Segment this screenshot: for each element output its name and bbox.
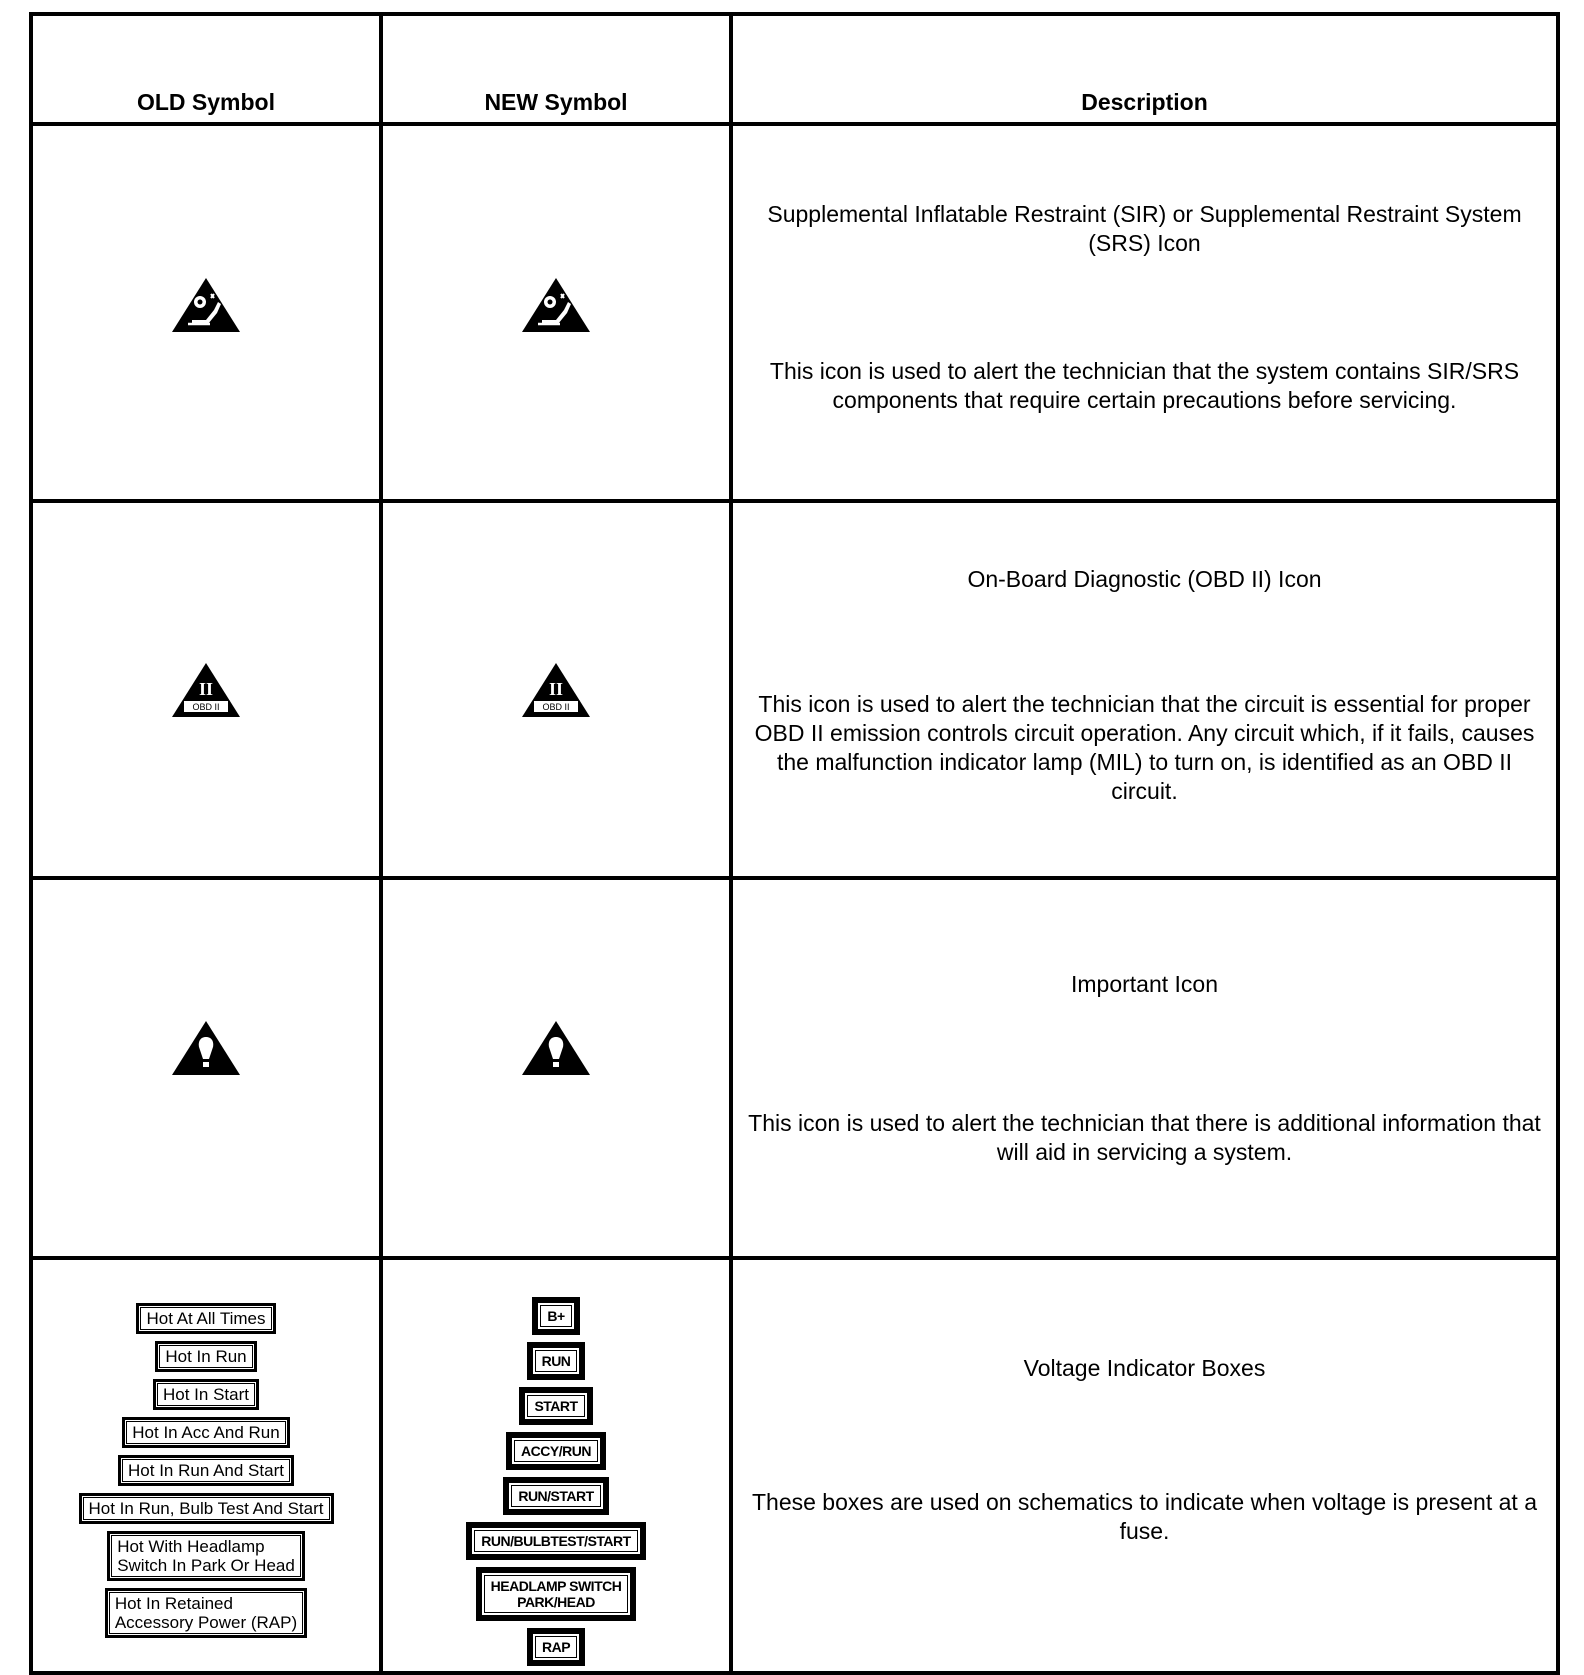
old-symbol-cell: [31, 501, 381, 878]
important-description: This icon is used to alert the technician that there is additional information that will aid in servicing a system.: [748, 1110, 1541, 1165]
obd-ii-icon: [520, 661, 592, 719]
new-voltage-box: HEADLAMP SWITCH PARK/HEAD: [476, 1567, 637, 1621]
sir-description: This icon is used to alert the technician that the system contains SIR/SRS components that require certain precautions before servicing.: [769, 358, 1520, 413]
obd-icon-numeral: II: [548, 678, 564, 699]
obd-icon-label: OBD II: [192, 701, 220, 712]
old-voltage-box: Hot At All Times: [136, 1303, 275, 1334]
old-voltage-box-list: [33, 1260, 379, 1642]
table-row-voltage: [31, 1258, 1558, 1673]
old-voltage-box: Hot In Acc And Run: [122, 1417, 289, 1448]
new-symbol-cell: [381, 124, 731, 501]
new-voltage-box: B+: [532, 1297, 579, 1335]
old-voltage-box: Hot In Retained Accessory Power (RAP): [105, 1588, 307, 1638]
old-voltage-box: Hot With Headlamp Switch In Park Or Head: [107, 1531, 305, 1581]
obd-icon-numeral: II: [198, 678, 214, 699]
old-voltage-box: Hot In Run And Start: [118, 1455, 294, 1486]
old-symbol-cell: [31, 124, 381, 501]
important-exclamation-icon: [170, 1019, 242, 1077]
obd-description: This icon is used to alert the technician that the circuit is essential for proper OBD II emission controls circuit operation. Any circuit which, if it fails, causes the malfunction indicator lamp (MIL) to turn on, is identified as an OBD II circuit.: [754, 691, 1535, 804]
important-title: Important Icon: [1070, 971, 1219, 997]
important-exclamation-icon: [520, 1019, 592, 1077]
table-row-sir: [31, 124, 1558, 501]
new-voltage-box: RUN/BULBTEST/START: [466, 1522, 645, 1560]
old-symbol-header: OLD Symbol: [31, 14, 381, 124]
header-row: [31, 14, 1558, 124]
new-symbol-cell: [381, 501, 731, 878]
description-header: Description: [731, 14, 1558, 124]
voltage-title: Voltage Indicator Boxes: [1023, 1355, 1266, 1381]
new-voltage-box: RUN/START: [503, 1477, 608, 1515]
description-cell: [731, 1258, 1558, 1673]
sir-srs-warning-icon: [520, 276, 592, 334]
new-symbol-cell: [381, 878, 731, 1258]
table-row-obd: [31, 501, 1558, 878]
obd-icon-label: OBD II: [542, 701, 570, 712]
old-symbol-cell: [31, 878, 381, 1258]
old-voltage-box: Hot In Start: [153, 1379, 259, 1410]
obd-title: On-Board Diagnostic (OBD II) Icon: [967, 566, 1322, 592]
new-voltage-box: RAP: [527, 1628, 585, 1666]
new-symbol-cell: [381, 1258, 731, 1673]
description-cell: [731, 878, 1558, 1258]
old-symbol-cell: [31, 1258, 381, 1673]
new-voltage-box-list: [383, 1260, 729, 1671]
obd-ii-icon: [170, 661, 242, 719]
new-voltage-box: RUN: [527, 1342, 586, 1380]
new-voltage-box: ACCY/RUN: [506, 1432, 606, 1470]
sir-srs-warning-icon: [170, 276, 242, 334]
old-voltage-box: Hot In Run: [155, 1341, 256, 1372]
description-cell: [731, 501, 1558, 878]
table-row-important: [31, 878, 1558, 1258]
new-voltage-box: START: [519, 1387, 592, 1425]
voltage-description: These boxes are used on schematics to indicate when voltage is present at a fuse.: [751, 1489, 1537, 1544]
symbol-table: [29, 12, 1560, 1675]
description-cell: [731, 124, 1558, 501]
sir-title: Supplemental Inflatable Restraint (SIR) or Supplemental Restraint System (SRS) Icon: [767, 201, 1522, 256]
old-voltage-box: Hot In Run, Bulb Test And Start: [79, 1493, 334, 1524]
new-symbol-header: NEW Symbol: [381, 14, 731, 124]
